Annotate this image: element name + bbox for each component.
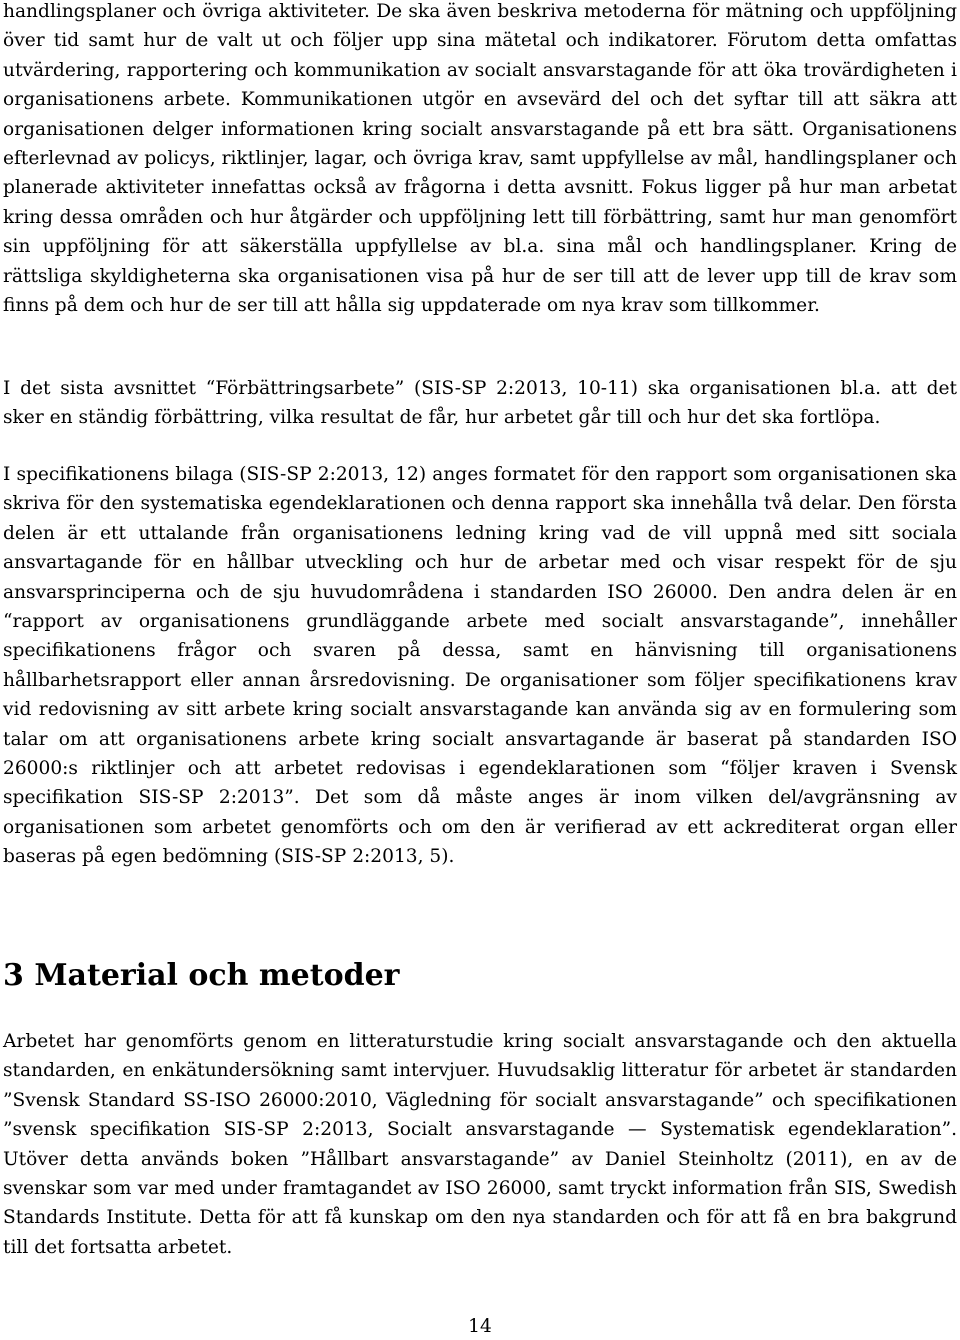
body-paragraph-improvement-work: I det sista avsnittet “Förbättringsarbete” (SIS-SP 2:2013, 10-11) ska organisationen bl.a. att det sker en ständig förbättring, vilka resultat de får, hur arbetet går till och hur det ska fortlöpa. [3, 378, 957, 429]
body-paragraph-continued: handlingsplaner och övriga aktiviteter. De ska även beskriva metoderna för mätning och uppföljning över tid samt hur de valt ut och följer upp sina mätetal och indikatorer. Förutom detta omfattas utvärdering, rapportering och kommunikation av socialt ansvarstagande för att öka trovärdigheten i organisationens arbete. Kommunikationen utgör en avsevärd del och det syftar till att säkra att organisationen delger informationen kring socialt ansvarstagande på ett bra sätt. Organisationens efterlevnad av policys, riktlinjer, lagar, och övriga krav, samt uppfyllelse av mål, handlingsplaner och planerade aktiviteter innefattas också av frågorna i detta avsnitt. Fokus ligger på hur man arbetat kring dessa områden och hur åtgärder och uppföljning lett till förbättring, samt hur man genomfört sin uppföljning för att säkerställa uppfyllelse av bl.a. sina mål och handlingsplaner. Kring de rättsliga skyldigheterna ska organisationen visa på hur de ser till att de lever upp till de krav som finns på dem och hur de ser till att hålla sig uppdaterade om nya krav som tillkommer. [3, 1, 957, 317]
document-page [3, 0, 957, 1340]
body-paragraph-specification-appendix: I specifikationens bilaga (SIS-SP 2:2013, 12) anges formatet för den rapport som organisationen ska skriva för den systematiska egendeklarationen och denna rapport ska innehålla två delar. Den första delen är ett uttalande från organisationens ledning kring vad de vill uppnå med sitt sociala ansvartagande för en hållbar utveckling och hur de arbetar med och visar respekt för de sju ansvarsprinciperna och de sju huvudområdena i standarden ISO 26000. Den andra delen är en “rapport av organisationens grundläggande arbete med socialt ansvarstagande”, innehåller specifikationens frågor och svaren på dessa, samt en hänvisning till organisationens hållbarhetsrapport eller annan årsredovisning. De organisationer som följer specifikationens krav vid redovisning av sitt arbete kring socialt ansvarstagande kan använda sig av en formulering som talar om att organisationens arbete kring socialt ansvartagande är baserat på standarden ISO 26000:s riktlinjer och att arbetet redovisas i egendeklarationen som “följer kraven i Svensk specifikation SIS-SP 2:2013”. Det som då måste anges är inom vilken del/avgränsning av organisationen som arbetet genomförts och om den är verifierad av ett ackrediterat organ eller baseras på egen bedömning (SIS-SP 2:2013, 5). [3, 464, 957, 868]
page-number: 14 [468, 1316, 492, 1337]
section-paragraph: Arbetet har genomförts genom en litteraturstudie kring socialt ansvarstagande och den aktuella standarden, en enkätundersökning samt intervjuer. Huvudsaklig litteratur för arbetet är standarden ”Svensk Standard SS-ISO 26000:2010, Vägledning för socialt ansvarstagande” och specifikationen ”svensk specifikation SIS-SP 2:2013, Socialt ansvarstagande — Systematisk egendeklaration”. Utöver detta används boken ”Hållbart ansvarstagande” av Daniel Steinholtz (2011), en av de svenskar som var med under framtagandet av ISO 26000, samt tryckt information från SIS, Swedish Standards Institute. Detta för att få kunskap om den nya standarden och för att få en bra bakgrund till det fortsatta arbetet. [3, 1031, 957, 1258]
section-heading: 3 Material och metoder [3, 958, 400, 993]
